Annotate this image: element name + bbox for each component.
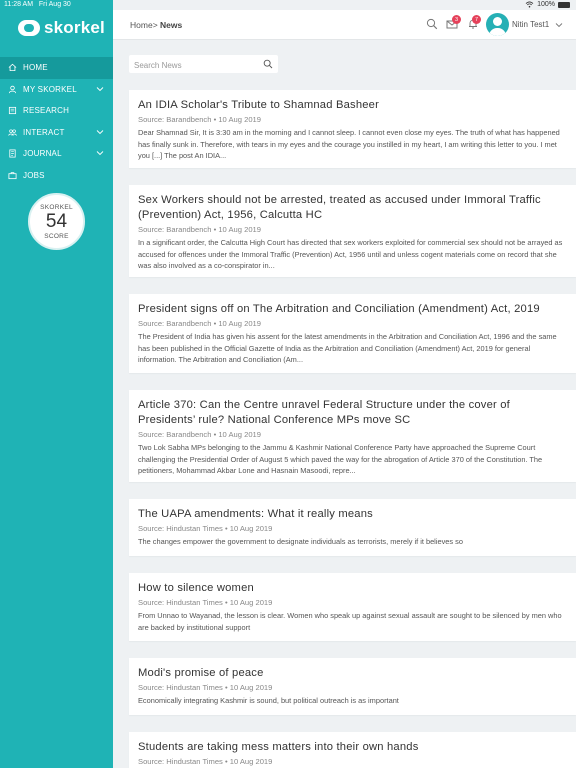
- breadcrumb-home[interactable]: Home: [130, 20, 153, 30]
- sidebar-item-label: HOME: [23, 63, 48, 73]
- people-icon: [8, 128, 17, 137]
- news-source: Source: Barandbench • 10 Aug 2019: [138, 430, 261, 439]
- news-card[interactable]: [129, 294, 576, 373]
- chevron-down-icon[interactable]: [96, 150, 104, 156]
- sidebar-item-label: JOURNAL: [23, 149, 62, 159]
- sidebar-item-label: INTERACT: [23, 127, 65, 137]
- status-time: 11:28 AM: [4, 1, 34, 8]
- news-card[interactable]: [129, 499, 576, 556]
- news-excerpt: The President of India has given his assent for the latest amendments in the Arbitration and Conciliation Act, 1996 and the same has been published in the Official Gazette of India as the Arbitration and Conciliation (Amendment) Act, 2019 for general information. The Arbitration and Conciliation (Am...: [138, 332, 557, 364]
- news-source: Source: Hindustan Times • 10 Aug 2019: [138, 524, 273, 533]
- breadcrumb-separator: >: [152, 20, 158, 30]
- skorkel-logo-icon: [18, 20, 40, 36]
- news-excerpt: Economically integrating Kashmir is sound, but political outreach is as important: [138, 696, 399, 705]
- search-input[interactable]: [129, 57, 254, 75]
- notifications-count-badge: 7: [472, 15, 481, 24]
- news-excerpt: Dear Shamnad Sir, It is 3:30 am in the morning and I cannot sleep. I cannot even close my eyes. The truth of what has happened has finally sunk in. Therefore, with tears in my eyes and the courage you instilled in my heart, I am writing this letter to you. I met you [...] The post An IDIA...: [138, 128, 560, 160]
- sidebar-item-label: RESEARCH: [23, 106, 70, 116]
- top-header: [113, 10, 576, 40]
- news-title[interactable]: Modi's promise of peace: [138, 667, 264, 679]
- briefcase-icon: [8, 171, 17, 180]
- user-icon: [8, 85, 17, 94]
- news-card[interactable]: [129, 90, 576, 168]
- news-source: Source: Hindustan Times • 10 Aug 2019: [138, 683, 273, 692]
- messages-count-badge: 3: [452, 15, 461, 24]
- news-title[interactable]: Students are taking mess matters into their own hands: [138, 741, 419, 753]
- score-value: 54: [45, 210, 68, 232]
- sidebar-item-journal[interactable]: [0, 143, 113, 165]
- news-source: Source: Hindustan Times • 10 Aug 2019: [138, 757, 273, 766]
- wifi-icon: [525, 1, 534, 8]
- news-card[interactable]: [129, 573, 576, 641]
- news-title[interactable]: How to silence women: [138, 582, 254, 594]
- news-title[interactable]: Sex Workers should not be arrested, treated as accused under Immoral Traffic (Prevention) Act, 1956, Calcutta HC: [138, 194, 541, 221]
- news-card[interactable]: [129, 390, 576, 482]
- app-name: skorkel: [44, 18, 105, 37]
- search-icon[interactable]: [263, 59, 273, 69]
- skorkel-score-badge[interactable]: [28, 193, 85, 250]
- status-date: Fri Aug 30: [38, 1, 71, 8]
- news-excerpt: The changes empower the government to designate individuals as terrorists, merely if it believes so: [138, 537, 463, 546]
- sidebar-item-research[interactable]: [0, 100, 113, 122]
- home-icon: [8, 63, 17, 72]
- news-search: [129, 55, 278, 73]
- status-bar: [0, 0, 576, 10]
- status-right: [525, 1, 570, 8]
- book-icon: [8, 106, 17, 115]
- sidebar-item-interact[interactable]: [0, 122, 113, 144]
- avatar[interactable]: [486, 13, 509, 36]
- user-name[interactable]: Nitin Test1: [512, 20, 550, 29]
- news-source: Source: Hindustan Times • 10 Aug 2019: [138, 598, 273, 607]
- news-source: Source: Barandbench • 10 Aug 2019: [138, 115, 261, 124]
- search-icon[interactable]: [426, 18, 438, 30]
- news-card[interactable]: [129, 658, 576, 715]
- app-logo[interactable]: [18, 18, 105, 38]
- breadcrumb: [130, 20, 182, 30]
- chevron-down-icon[interactable]: [96, 86, 104, 92]
- battery-icon: [558, 2, 570, 8]
- sidebar: [0, 0, 113, 768]
- news-excerpt: Two Lok Sabha MPs belonging to the Jammu & Kashmir National Conference Party have approached the Supreme Court challenging the Presidential Order of August 5 which paved the way for the abrogation of Article 370 of the Constitution. The petitioners, Mohammad Akbar Lone and Hasnain Masoodi, repre...: [138, 443, 543, 475]
- score-label: SKORKEL: [40, 203, 73, 211]
- news-source: Source: Barandbench • 10 Aug 2019: [138, 225, 261, 234]
- news-source: Source: Barandbench • 10 Aug 2019: [138, 319, 261, 328]
- breadcrumb-current: News: [160, 20, 183, 30]
- sidebar-item-my-skorkel[interactable]: [0, 79, 113, 101]
- news-excerpt: From Unnao to Wayanad, the lesson is clear. Women who speak up against sexual assault are sought to be silenced by men who are backed by institutional support: [138, 611, 562, 632]
- news-card[interactable]: [129, 732, 576, 768]
- score-caption: SCORE: [44, 232, 69, 240]
- news-title[interactable]: The UAPA amendments: What it really means: [138, 508, 373, 520]
- sidebar-item-label: MY SKORKEL: [23, 84, 77, 94]
- chevron-down-icon[interactable]: [96, 129, 104, 135]
- news-title[interactable]: Article 370: Can the Centre unravel Federal Structure under the cover of Presidents’ rule? National Conference MPs move SC: [138, 399, 510, 426]
- news-title[interactable]: President signs off on The Arbitration and Conciliation (Amendment) Act, 2019: [138, 303, 540, 315]
- status-time-date: [4, 1, 71, 8]
- news-card[interactable]: [129, 185, 576, 277]
- chevron-down-icon[interactable]: [555, 22, 563, 28]
- sidebar-nav: [0, 57, 113, 186]
- news-excerpt: In a significant order, the Calcutta High Court has directed that sex workers exploited for commercial sex should not be arrayed as accused for offences under the Immoral Traffic (Prevention) Act, 1956 until and unless cogent materials come on record that she was also involved as a co-conspirator in...: [138, 238, 563, 270]
- sidebar-item-jobs[interactable]: [0, 165, 113, 187]
- journal-icon: [8, 149, 17, 158]
- battery-percent: 100%: [537, 1, 555, 8]
- news-title[interactable]: An IDIA Scholar's Tribute to Shamnad Basheer: [138, 99, 380, 111]
- sidebar-item-home[interactable]: [0, 57, 113, 79]
- sidebar-item-label: JOBS: [23, 170, 45, 180]
